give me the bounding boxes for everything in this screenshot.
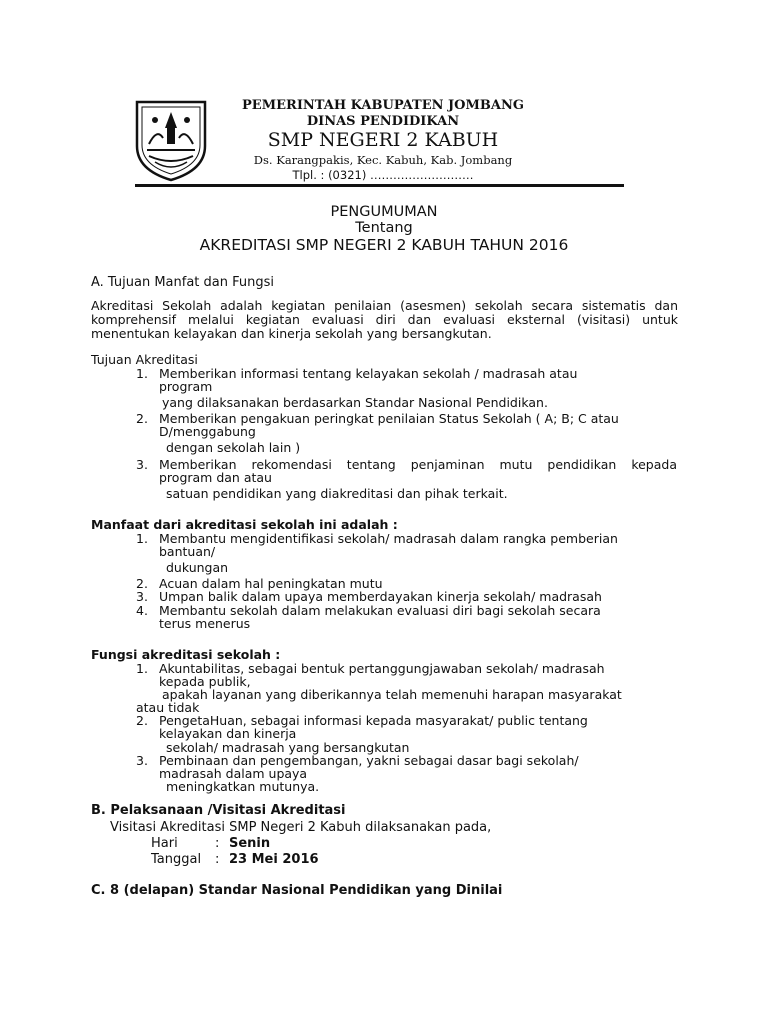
fungsi-item-text: sekolah/ madrasah yang bersangkutan — [166, 740, 410, 755]
section-c-heading: C. 8 (delapan) Standar Nasional Pendidikan yang Dinilai — [91, 883, 503, 898]
manfaat-heading: Manfaat dari akreditasi sekolah ini adalah : — [91, 517, 398, 532]
manfaat-item-text: Umpan balik dalam upaya memberdayakan kinerja sekolah/ madrasah — [159, 589, 602, 604]
tujuan-item-text: Memberikan rekomendasi tentang penjaminan mutu pendidikan kepada — [159, 457, 677, 472]
announcement-topic: AKREDITASI SMP NEGERI 2 KABUH TAHUN 2016 — [199, 236, 569, 254]
day-label: Hari — [151, 836, 178, 851]
section-a-heading: A. Tujuan Manfat dan Fungsi — [91, 275, 274, 290]
day-value: Senin — [229, 836, 271, 851]
tujuan-heading: Tujuan Akreditasi — [91, 352, 198, 367]
fungsi-item-number: 1. — [136, 661, 148, 676]
letterhead-department: DINAS PENDIDIKAN — [306, 114, 460, 129]
manfaat-item-text: Acuan dalam hal peningkatan mutu — [159, 576, 383, 591]
fungsi-item-text: Akuntabilitas, sebagai bentuk pertanggungjawaban sekolah/ madrasah — [159, 661, 605, 676]
section-b-intro: Visitasi Akreditasi SMP Negeri 2 Kabuh dilaksanakan pada, — [110, 820, 492, 835]
manfaat-item-text: Membantu mengidentifikasi sekolah/ madrasah dalam rangka pemberian — [159, 531, 618, 546]
day-colon: : — [215, 836, 220, 851]
date-value: 23 Mei 2016 — [229, 852, 319, 867]
fungsi-item-text: kepada publik, — [159, 674, 251, 689]
fungsi-item-text: kelayakan dan kinerja — [159, 726, 297, 741]
letterhead-phone: Tlpl. : (0321) ……………………… — [292, 168, 474, 182]
section-a-paragraph: Akreditasi Sekolah adalah kegiatan penilaian (asesmen) sekolah secara sistematis dan komprehensif melalui kegiatan evaluasi diri dan evaluasi eksternal (visitasi) untuk menentukan kelayakan dan kinerja sekolah yang bersangkutan. — [91, 298, 678, 341]
fungsi-item-text: Pembinaan dan pengembangan, yakni sebagai dasar bagi sekolah/ — [159, 753, 579, 768]
manfaat-item-text: Membantu sekolah dalam melakukan evaluasi diri bagi sekolah secara — [159, 603, 601, 618]
tujuan-item-text: yang dilaksanakan berdasarkan Standar Nasional Pendidikan. — [162, 395, 548, 410]
tujuan-item-text: Memberikan informasi tentang kelayakan sekolah / madrasah atau — [159, 366, 578, 381]
announcement-title: PENGUMUMAN — [330, 204, 438, 220]
manfaat-item-number: 3. — [136, 589, 148, 604]
letterhead-government: PEMERINTAH KABUPATEN JOMBANG — [242, 98, 524, 113]
section-b-heading: B. Pelaksanaan /Visitasi Akreditasi — [91, 803, 346, 818]
date-colon: : — [215, 852, 220, 867]
manfaat-item-text: bantuan/ — [159, 544, 216, 559]
tujuan-item-text: satuan pendidikan yang diakreditasi dan pihak terkait. — [166, 486, 508, 501]
letterhead-address: Ds. Karangpakis, Kec. Kabuh, Kab. Jombang — [253, 153, 513, 167]
fungsi-item-text: apakah layanan yang diberikannya telah memenuhi harapan masyarakat — [162, 687, 622, 702]
manfaat-item-text: terus menerus — [159, 616, 251, 631]
fungsi-item-number: 2. — [136, 713, 148, 728]
tujuan-item-number: 2. — [136, 411, 148, 426]
fungsi-item-text: atau tidak — [136, 700, 200, 715]
manfaat-item-text: dukungan — [166, 560, 229, 575]
regency-emblem-logo — [133, 98, 209, 182]
fungsi-item-text: madrasah dalam upaya — [159, 766, 308, 781]
fungsi-item-text: meningkatkan mutunya. — [166, 779, 320, 794]
fungsi-item-text: PengetaHuan, sebagai informasi kepada masyarakat/ public tentang — [159, 713, 588, 728]
announcement-subtitle: Tentang — [355, 220, 413, 236]
letterhead-school-name: SMP NEGERI 2 KABUH — [267, 129, 499, 151]
tujuan-item-text: program dan atau — [159, 470, 272, 485]
letterhead-divider — [135, 184, 624, 187]
manfaat-item-number: 2. — [136, 576, 148, 591]
tujuan-item-text: D/menggabung — [159, 424, 256, 439]
fungsi-item-number: 3. — [136, 753, 148, 768]
tujuan-item-number: 3. — [136, 457, 148, 472]
fungsi-heading: Fungsi akreditasi sekolah : — [91, 647, 281, 662]
tujuan-item-text: Memberikan pengakuan peringkat penilaian Status Sekolah ( A; B; C atau — [159, 411, 619, 426]
manfaat-item-number: 4. — [136, 603, 148, 618]
tujuan-item-text: program — [159, 379, 213, 394]
date-label: Tanggal — [151, 852, 202, 867]
tujuan-item-number: 1. — [136, 366, 148, 381]
tujuan-item-text: dengan sekolah lain ) — [166, 440, 301, 455]
manfaat-item-number: 1. — [136, 531, 148, 546]
